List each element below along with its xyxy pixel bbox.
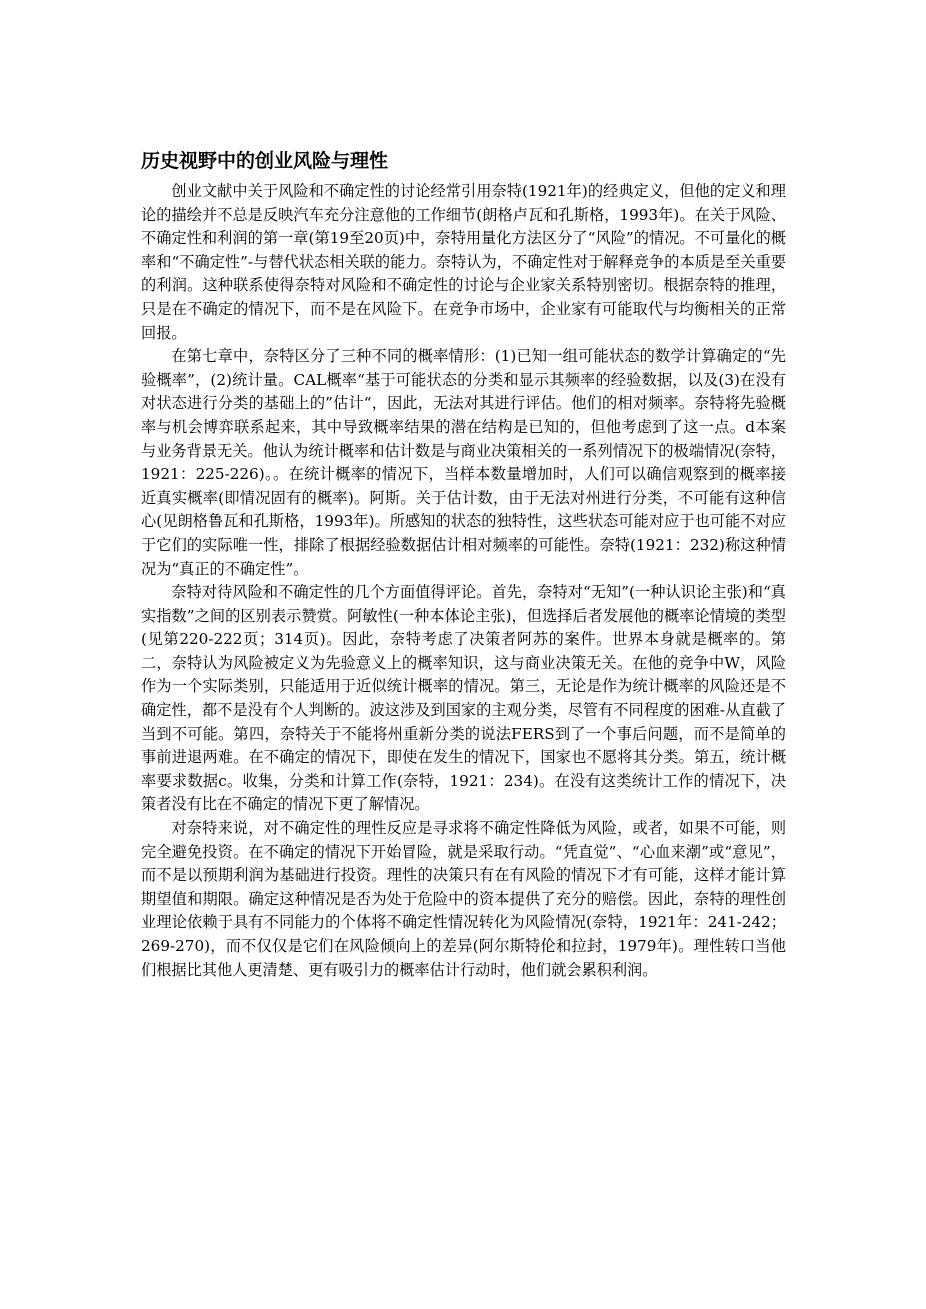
- paragraph-knight-commentary: 奈特对待风险和不确定性的几个方面值得评论。首先，奈特对“无知”(一种认识论主张)和“真实指数”之间的区别表示赞赏。阿敏性(一种本体论主张)，但选择后者发展他的概率论情境的类型(见第220-222页；314页)。因此，奈特考虑了决策者阿苏的案件。世界本身就是概率的。第二，奈特认为风险被定义为先验意义上的概率知识，这与商业决策无关。在他的竞争中W，风险作为一个实际类别，只能适用于近似统计概率的情况。第三，无论是作为统计概率的风险还是不确定性，都不是没有个人判断的。波这涉及到国家的主观分类，尽管有不同程度的困难-从直截了当到不可能。第四，奈特关于不能将州重新分类的说法FERS到了一个事后问题，而不是简单的事前进退两难。在不确定的情况下，即使在发生的情况下，国家也不愿将其分类。第五，统计概率要求数据c。收集，分类和计算工作(奈特，1921：234)。在没有这类统计工作的情况下，决策者没有比在不确定的情况下更了解情况。: [141, 583, 786, 814]
- paragraph-probability-situations: 在第七章中，奈特区分了三种不同的概率情形：(1)已知一组可能状态的数学计算确定的“先验概率”，(2)统计量。CAL概率“基于可能状态的分类和显示其频率的经验数据，以及(3)在没有对状态进行分类的基础上的”估计“，因此，无法对其进行评估。他们的相对频率。奈特将先验概率与机会博弈联系起来，其中导致概率结果的潜在结构是已知的，但他考虑到了这一点。d本案与业务背景无关。他认为统计概率和估计数是与商业决策相关的一系列情况下的极端情况(奈特，1921：225-226)。。在统计概率的情况下，当样本数量增加时，人们可以确信观察到的概率接近真实概率(即情况固有的概率)。阿斯。关于估计数，由于无法对州进行分类，不可能有这种信心(见朗格鲁瓦和孔斯格，1993年)。所感知的状态的独特性，这些状态可能对应于也可能不对应于它们的实际唯一性，排除了根据经验数据估计相对频率的可能性。奈特(1921：232)称这种情况为“真正的不确定性”。: [141, 347, 786, 578]
- paragraph-rational-response: 对奈特来说，对不确定性的理性反应是寻求将不确定性降低为风险，或者，如果不可能，则完全避免投资。在不确定的情况下开始冒险，就是采取行动。“凭直觉”、“心血来潮”或“意见”，而不是以预期利润为基础进行投资。理性的决策只有在有风险的情况下才有可能，这样才能计算期望值和期限。确定这种情况是否为处于危险中的资本提供了充分的赔偿。因此，奈特的理性创业理论依赖于具有不同能力的个体将不确定性情况转化为风险情况(奈特，1921年：241-242；269-270)，而不仅仅是它们在风险倾向上的差异(阿尔斯特伦和拉封，1979年)。理性转口当他们根据比其他人更清楚、更有吸引力的概率估计行动时，他们就会累积利润。: [141, 819, 786, 979]
- article-body: [141, 146, 786, 982]
- article-title: 历史视野中的创业风险与理性: [141, 150, 389, 172]
- paragraph-knight-definition: 创业文献中关于风险和不确定性的讨论经常引用奈特(1921年)的经典定义，但他的定义和理论的描绘并不总是反映汽车充分注意他的工作细节(朗格卢瓦和孔斯格，1993年)。在关于风险、不确定性和利润的第一章(第19至20页)中，奈特用量化方法区分了“风险”的情况。不可量化的概率和“不确定性”-与替代状态相关联的能力。奈特认为，不确定性对于解释竞争的本质是至关重要的利润。这种联系使得奈特对风险和不确定性的讨论与企业家关系特别密切。根据奈特的推理，只是在不确定的情况下，而不是在风险下。在竞争市场中，企业家有可能取代与均衡相关的正常回报。: [141, 182, 786, 342]
